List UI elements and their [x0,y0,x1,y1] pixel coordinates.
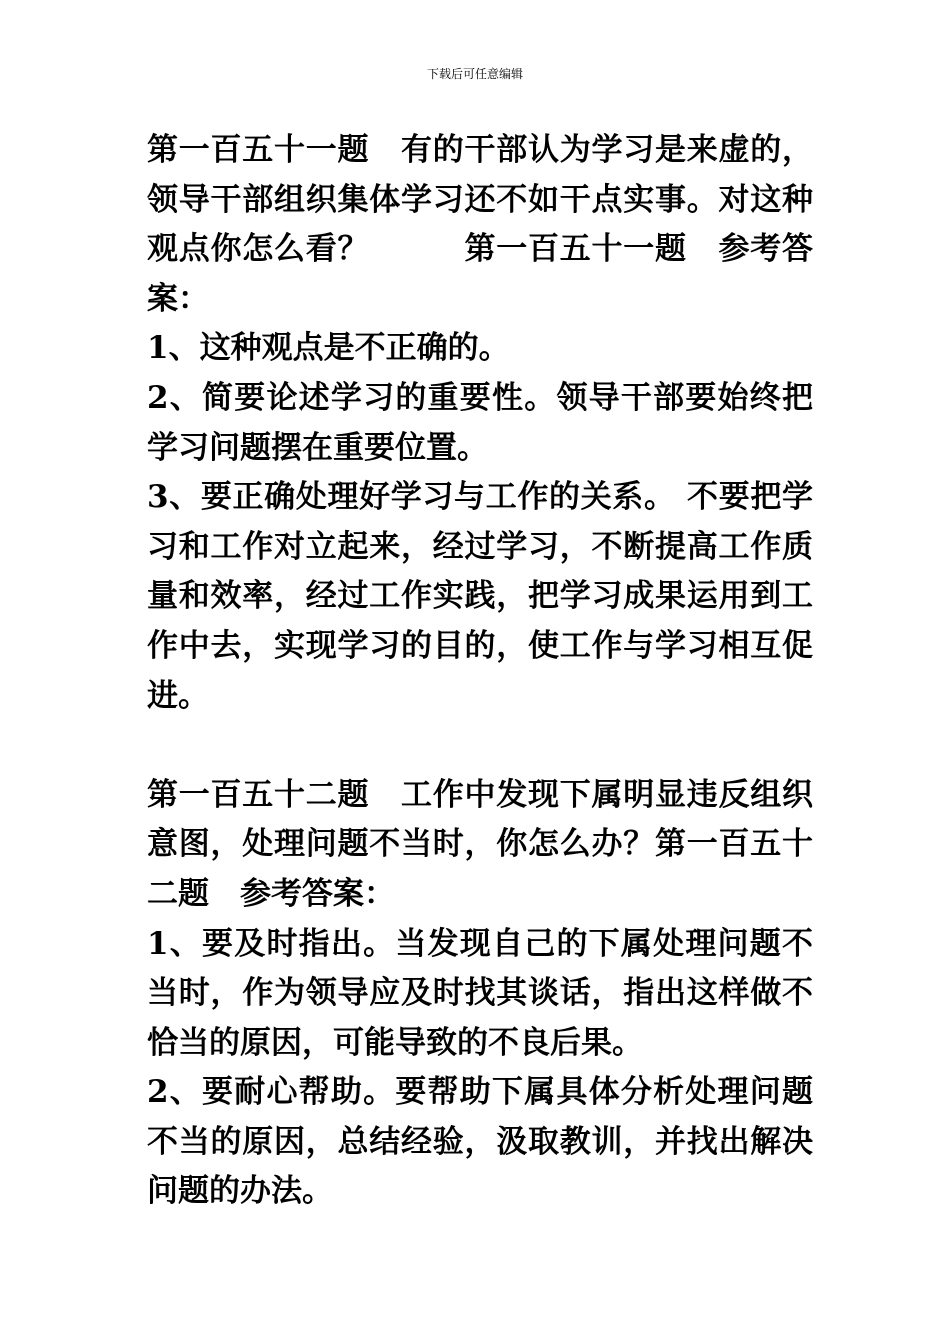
answer-152-point-2: 2、要耐心帮助。要帮助下属具体分析处理问题不当的原因，总结经验，汲取教训，并找出解决问题的办法。 [147,1074,813,1210]
question-151-section [147,126,813,721]
answer-152-point-1: 1、要及时指出。当发现自己的下属处理问题不当时，作为领导应及时找其谈话，指出这样做不恰当的原因，可能导致的不良后果。 [147,925,813,1061]
document-body [147,126,813,1217]
question-152-text: 第一百五十二题 工作中发现下属明显违反组织意图，处理问题不当时，你怎么办？第一百五十二题 参考答案： [147,776,813,912]
answer-151-point-1: 1、这种观点是不正确的。 [147,330,510,367]
answer-151-point-2: 2、简要论述学习的重要性。领导干部要始终把学习问题摆在重要位置。 [147,379,813,466]
answer-151-point-3: 3、要正确处理好学习与工作的关系。 不要把学习和工作对立起来，经过学习，不断提高工作质量和效率，经过工作实践，把学习成果运用到工作中去，实现学习的目的，使工作与学习相互促进。 [147,479,813,714]
question-151-text: 第一百五十一题 有的干部认为学习是来虚的，领导干部组织集体学习还不如干点实事。对这种观点你怎么看？ 第一百五十一题 参考答案： [147,132,813,317]
question-152-section [147,771,813,1217]
header-note: 下载后可任意编辑 [426,67,523,81]
section-spacer [147,721,813,771]
